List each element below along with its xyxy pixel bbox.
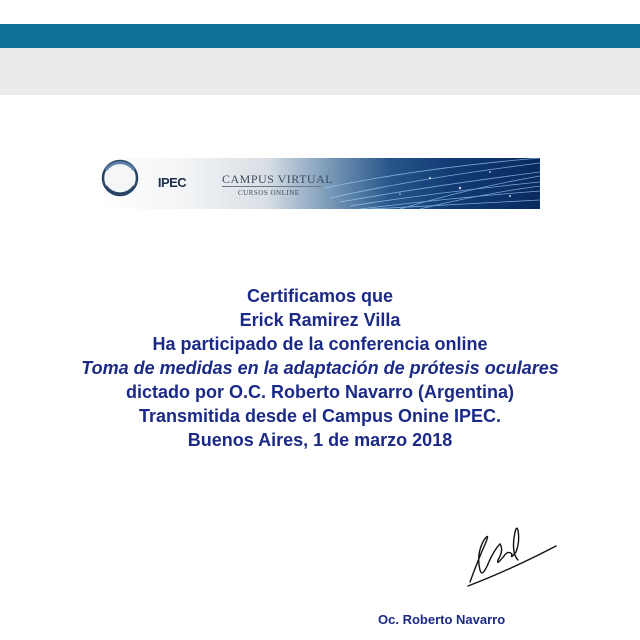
transmission-line: Transmitida desde el Campus Onine IPEC. — [138, 406, 502, 426]
campus-title: CAMPUS VIRTUAL — [222, 172, 334, 186]
campus-banner — [100, 158, 540, 209]
speaker-line: dictado por O.C. Roberto Navarro (Argentina) — [125, 382, 515, 402]
ipec-logo-icon — [100, 158, 140, 198]
signature — [460, 520, 560, 590]
header-bar — [0, 24, 640, 48]
recipient-name: Erick Ramirez Villa — [239, 310, 401, 330]
place-date-line: Buenos Aires, 1 de marzo 2018 — [187, 430, 453, 450]
campus-divider — [222, 186, 322, 187]
certify-line: Certificamos que — [246, 286, 394, 306]
certificate-body — [0, 284, 640, 452]
participation-line: Ha participado de la conferencia online — [152, 334, 488, 354]
subheader-bar — [0, 48, 640, 95]
campus-subtitle: CURSOS ONLINE — [238, 189, 300, 197]
conference-title: Toma de medidas en la adaptación de prótesis oculares — [81, 358, 559, 378]
logo-text: IPEC — [157, 175, 187, 190]
top-margin — [0, 0, 640, 24]
signer-name: Oc. Roberto Navarro — [378, 612, 506, 627]
